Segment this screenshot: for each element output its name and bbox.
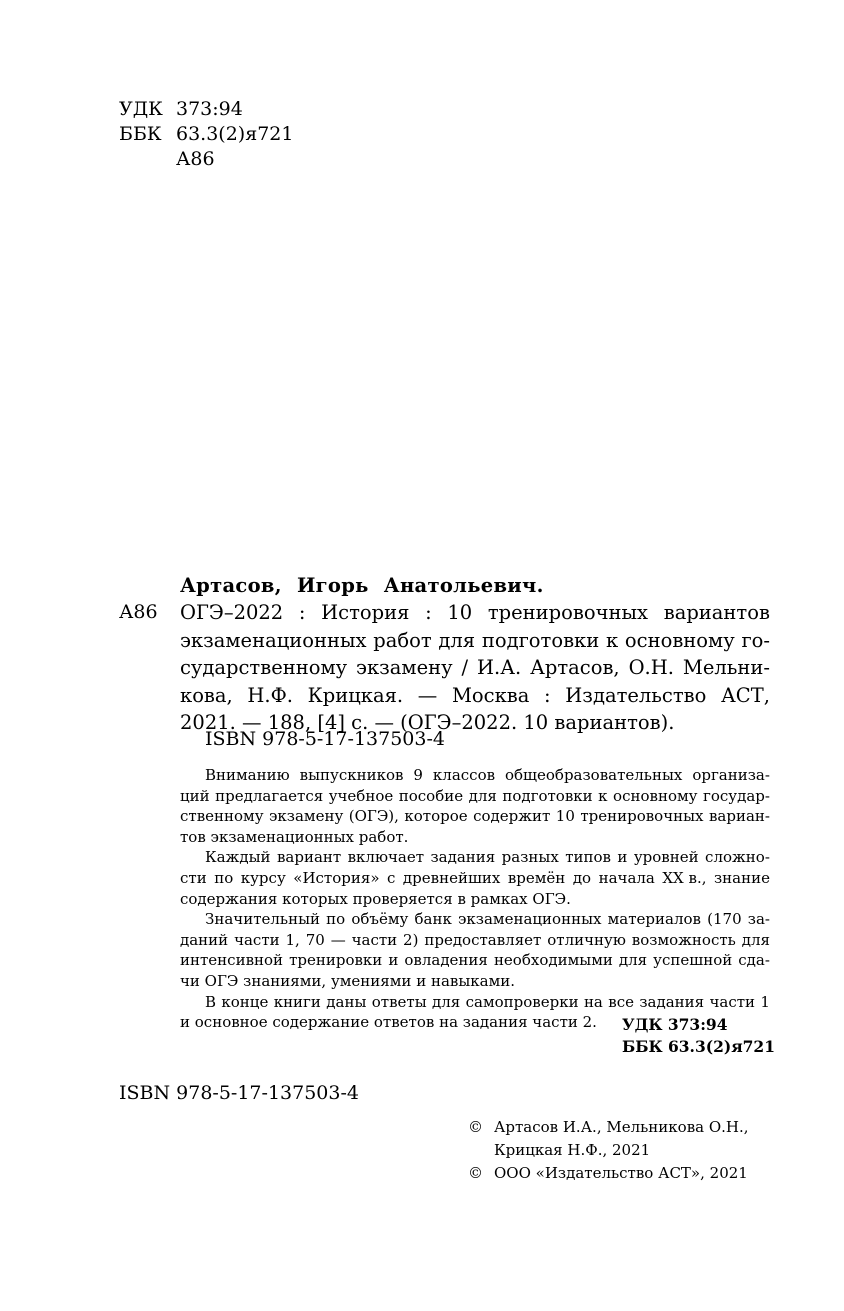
word: 10 — [555, 807, 575, 826]
word: основному — [624, 628, 735, 652]
copyright-line — [468, 1162, 749, 1185]
word: времён — [507, 868, 566, 887]
annotation-line — [180, 930, 770, 951]
word: для — [432, 992, 461, 1011]
copyright-symbol: © — [468, 1118, 483, 1136]
isbn-bottom: ISBN 978-5-17-137503-4 — [119, 1082, 359, 1104]
word: Мельни- — [682, 656, 770, 679]
word: части — [234, 930, 280, 949]
annotation-line — [180, 909, 770, 930]
author-sign: А86 — [176, 148, 215, 170]
word: В — [205, 992, 217, 1011]
word: 10 — [447, 601, 473, 624]
word: и — [617, 848, 628, 867]
word: банк — [414, 910, 452, 929]
word: части — [709, 992, 756, 1011]
word: — — [330, 930, 346, 949]
word: сударственному — [180, 656, 348, 679]
word: и — [388, 951, 399, 970]
word: даний — [180, 930, 229, 949]
word: с — [387, 868, 396, 887]
word: государ- — [702, 786, 770, 805]
word: Вниманию — [205, 766, 290, 784]
author-sign-row — [119, 147, 293, 172]
word: все — [608, 992, 634, 1011]
annotation-line — [180, 847, 770, 868]
word: (170 — [707, 910, 742, 929]
word: Каждый — [205, 848, 271, 867]
word: типов — [565, 848, 611, 867]
word: интенсивной — [180, 951, 284, 970]
description-line — [180, 682, 770, 710]
udk-value: 373:94 — [176, 98, 243, 120]
bbk-value: 63.3(2)я721 — [176, 123, 294, 145]
entry-author: Артасов, Игорь Анатольевич. — [180, 574, 544, 597]
entry-code: А86 — [119, 601, 158, 623]
word: выпускников — [299, 766, 404, 784]
classification-codes — [622, 1014, 775, 1058]
word: подготовки — [502, 786, 593, 805]
word: знание — [713, 868, 770, 887]
word: по — [214, 868, 234, 887]
word: сложно- — [705, 848, 770, 867]
word: экзамену — [269, 807, 344, 826]
word: разных — [501, 848, 559, 867]
word: за- — [747, 910, 770, 929]
word: 9 — [413, 766, 423, 784]
word: Крицкая. — [307, 683, 404, 707]
word: предоставляет — [424, 930, 542, 949]
description-lines — [180, 599, 770, 709]
bbk-row — [119, 122, 293, 147]
word: книги — [273, 992, 321, 1011]
word: : — [544, 683, 551, 707]
word: возможность — [631, 930, 736, 949]
word: АСТ, — [721, 683, 770, 707]
word: экзамену — [356, 656, 453, 679]
word: конце — [221, 992, 269, 1011]
word: учебное — [328, 786, 394, 805]
copyright-symbol: © — [468, 1164, 483, 1182]
word: Артасов, — [530, 656, 620, 679]
word: для — [741, 930, 770, 949]
annotation-line — [180, 950, 770, 971]
word: тренировки — [289, 951, 383, 970]
description-line — [180, 599, 770, 627]
word: необходимыми — [493, 951, 613, 970]
annotation-line-end: чи ОГЭ знаниями, умениями и навыками. — [180, 971, 516, 990]
word: древнейших — [402, 868, 501, 887]
word: работ — [373, 628, 432, 652]
word: уровней — [633, 848, 699, 867]
word: классов — [432, 766, 496, 784]
word: Значительный — [205, 910, 321, 929]
copyright-line — [468, 1139, 749, 1162]
word: основному — [613, 786, 698, 805]
word: организа- — [692, 766, 770, 784]
word: : — [425, 601, 432, 624]
word: экзаменационных — [458, 910, 602, 929]
annotation-line — [180, 806, 770, 827]
annotation-line — [180, 992, 770, 1013]
word: объёму — [351, 910, 409, 929]
word: части — [351, 930, 398, 949]
word: тренировочных — [580, 807, 704, 826]
word: И.А. — [477, 656, 522, 679]
word: Москва — [451, 683, 530, 707]
word: 1, — [285, 930, 300, 949]
entry-isbn: ISBN 978-5-17-137503-4 — [205, 728, 445, 750]
copyright-authors-cont: Крицкая Н.Ф., 2021 — [494, 1141, 651, 1159]
word: XX в., — [662, 868, 707, 887]
word: / — [461, 656, 469, 679]
word: вариан- — [708, 807, 770, 826]
word: овладения — [404, 951, 488, 970]
word: Издательство — [565, 683, 707, 707]
word: 70 — [305, 930, 325, 949]
word: которое — [404, 807, 468, 826]
word: О.Н. — [628, 656, 674, 679]
word: включает — [347, 848, 425, 867]
word: к — [605, 628, 619, 652]
word: самопроверки — [465, 992, 579, 1011]
word: ответы — [371, 992, 427, 1011]
annotation-line-end: и основное содержание ответов на задания части 2. — [180, 1013, 597, 1032]
word: успешной — [653, 951, 733, 970]
word: : — [298, 601, 306, 624]
word: для — [618, 951, 648, 970]
word: содержит — [473, 807, 551, 826]
word: пособие — [398, 786, 464, 805]
word: кова, — [180, 683, 233, 707]
annotation-line — [180, 765, 770, 786]
word: Н.Ф. — [247, 683, 293, 707]
top-codes — [119, 97, 293, 172]
word: материалов — [607, 910, 701, 929]
copyright-authors: Артасов И.А., Мельникова О.Н., — [494, 1118, 749, 1136]
word: курсу — [240, 868, 286, 887]
bbk-label: ББК — [119, 123, 162, 145]
word: общеобразовательных — [505, 766, 683, 784]
word: на — [583, 992, 603, 1011]
copyright-publisher: ООО «Издательство АСТ», 2021 — [494, 1164, 748, 1182]
bbk-code: ББК 63.3(2)я721 — [622, 1037, 775, 1056]
udk-code: УДК 373:94 — [622, 1015, 728, 1034]
annotation-line-end: содержания которых проверяется в рамках ОГЭ. — [180, 889, 571, 908]
word: — — [417, 683, 438, 707]
word: сти — [180, 868, 207, 887]
word: ственному — [180, 807, 264, 826]
annotation — [180, 765, 770, 1033]
word: История — [321, 601, 410, 624]
word: даны — [326, 992, 367, 1011]
annotation-line — [180, 868, 770, 889]
word: для — [468, 786, 497, 805]
copyright-line — [468, 1116, 749, 1139]
udk-row — [119, 97, 293, 122]
description-line — [180, 654, 770, 682]
word: по — [326, 910, 346, 929]
word: для — [438, 628, 476, 652]
word: вариантов — [663, 601, 770, 624]
description-last-line: 2021. — 188, [4] с. — (ОГЭ–2022. 10 вариантов). — [180, 711, 675, 734]
word: «История» — [293, 868, 380, 887]
entry-description — [180, 599, 770, 737]
annotation-line — [180, 786, 770, 807]
udk-label: УДК — [119, 98, 163, 120]
word: задания — [430, 848, 496, 867]
word: отличную — [547, 930, 626, 949]
word: ОГЭ–2022 — [180, 601, 284, 624]
word: тренировочных — [487, 601, 649, 624]
annotation-line-end: тов экзаменационных работ. — [180, 827, 409, 846]
word: (ОГЭ), — [348, 807, 399, 826]
word: ций — [180, 786, 210, 805]
word: экзаменационных — [180, 628, 367, 652]
word: сда- — [738, 951, 770, 970]
word: задания — [639, 992, 705, 1011]
word: начала — [598, 868, 655, 887]
word: 2) — [403, 930, 419, 949]
word: 1 — [760, 992, 770, 1011]
word: предлагается — [215, 786, 324, 805]
description-line — [180, 627, 770, 655]
word: вариант — [276, 848, 342, 867]
word: к — [598, 786, 608, 805]
word: до — [572, 868, 592, 887]
copyright-block — [468, 1116, 749, 1185]
word: подготовки — [481, 628, 600, 652]
word: го- — [741, 628, 770, 652]
